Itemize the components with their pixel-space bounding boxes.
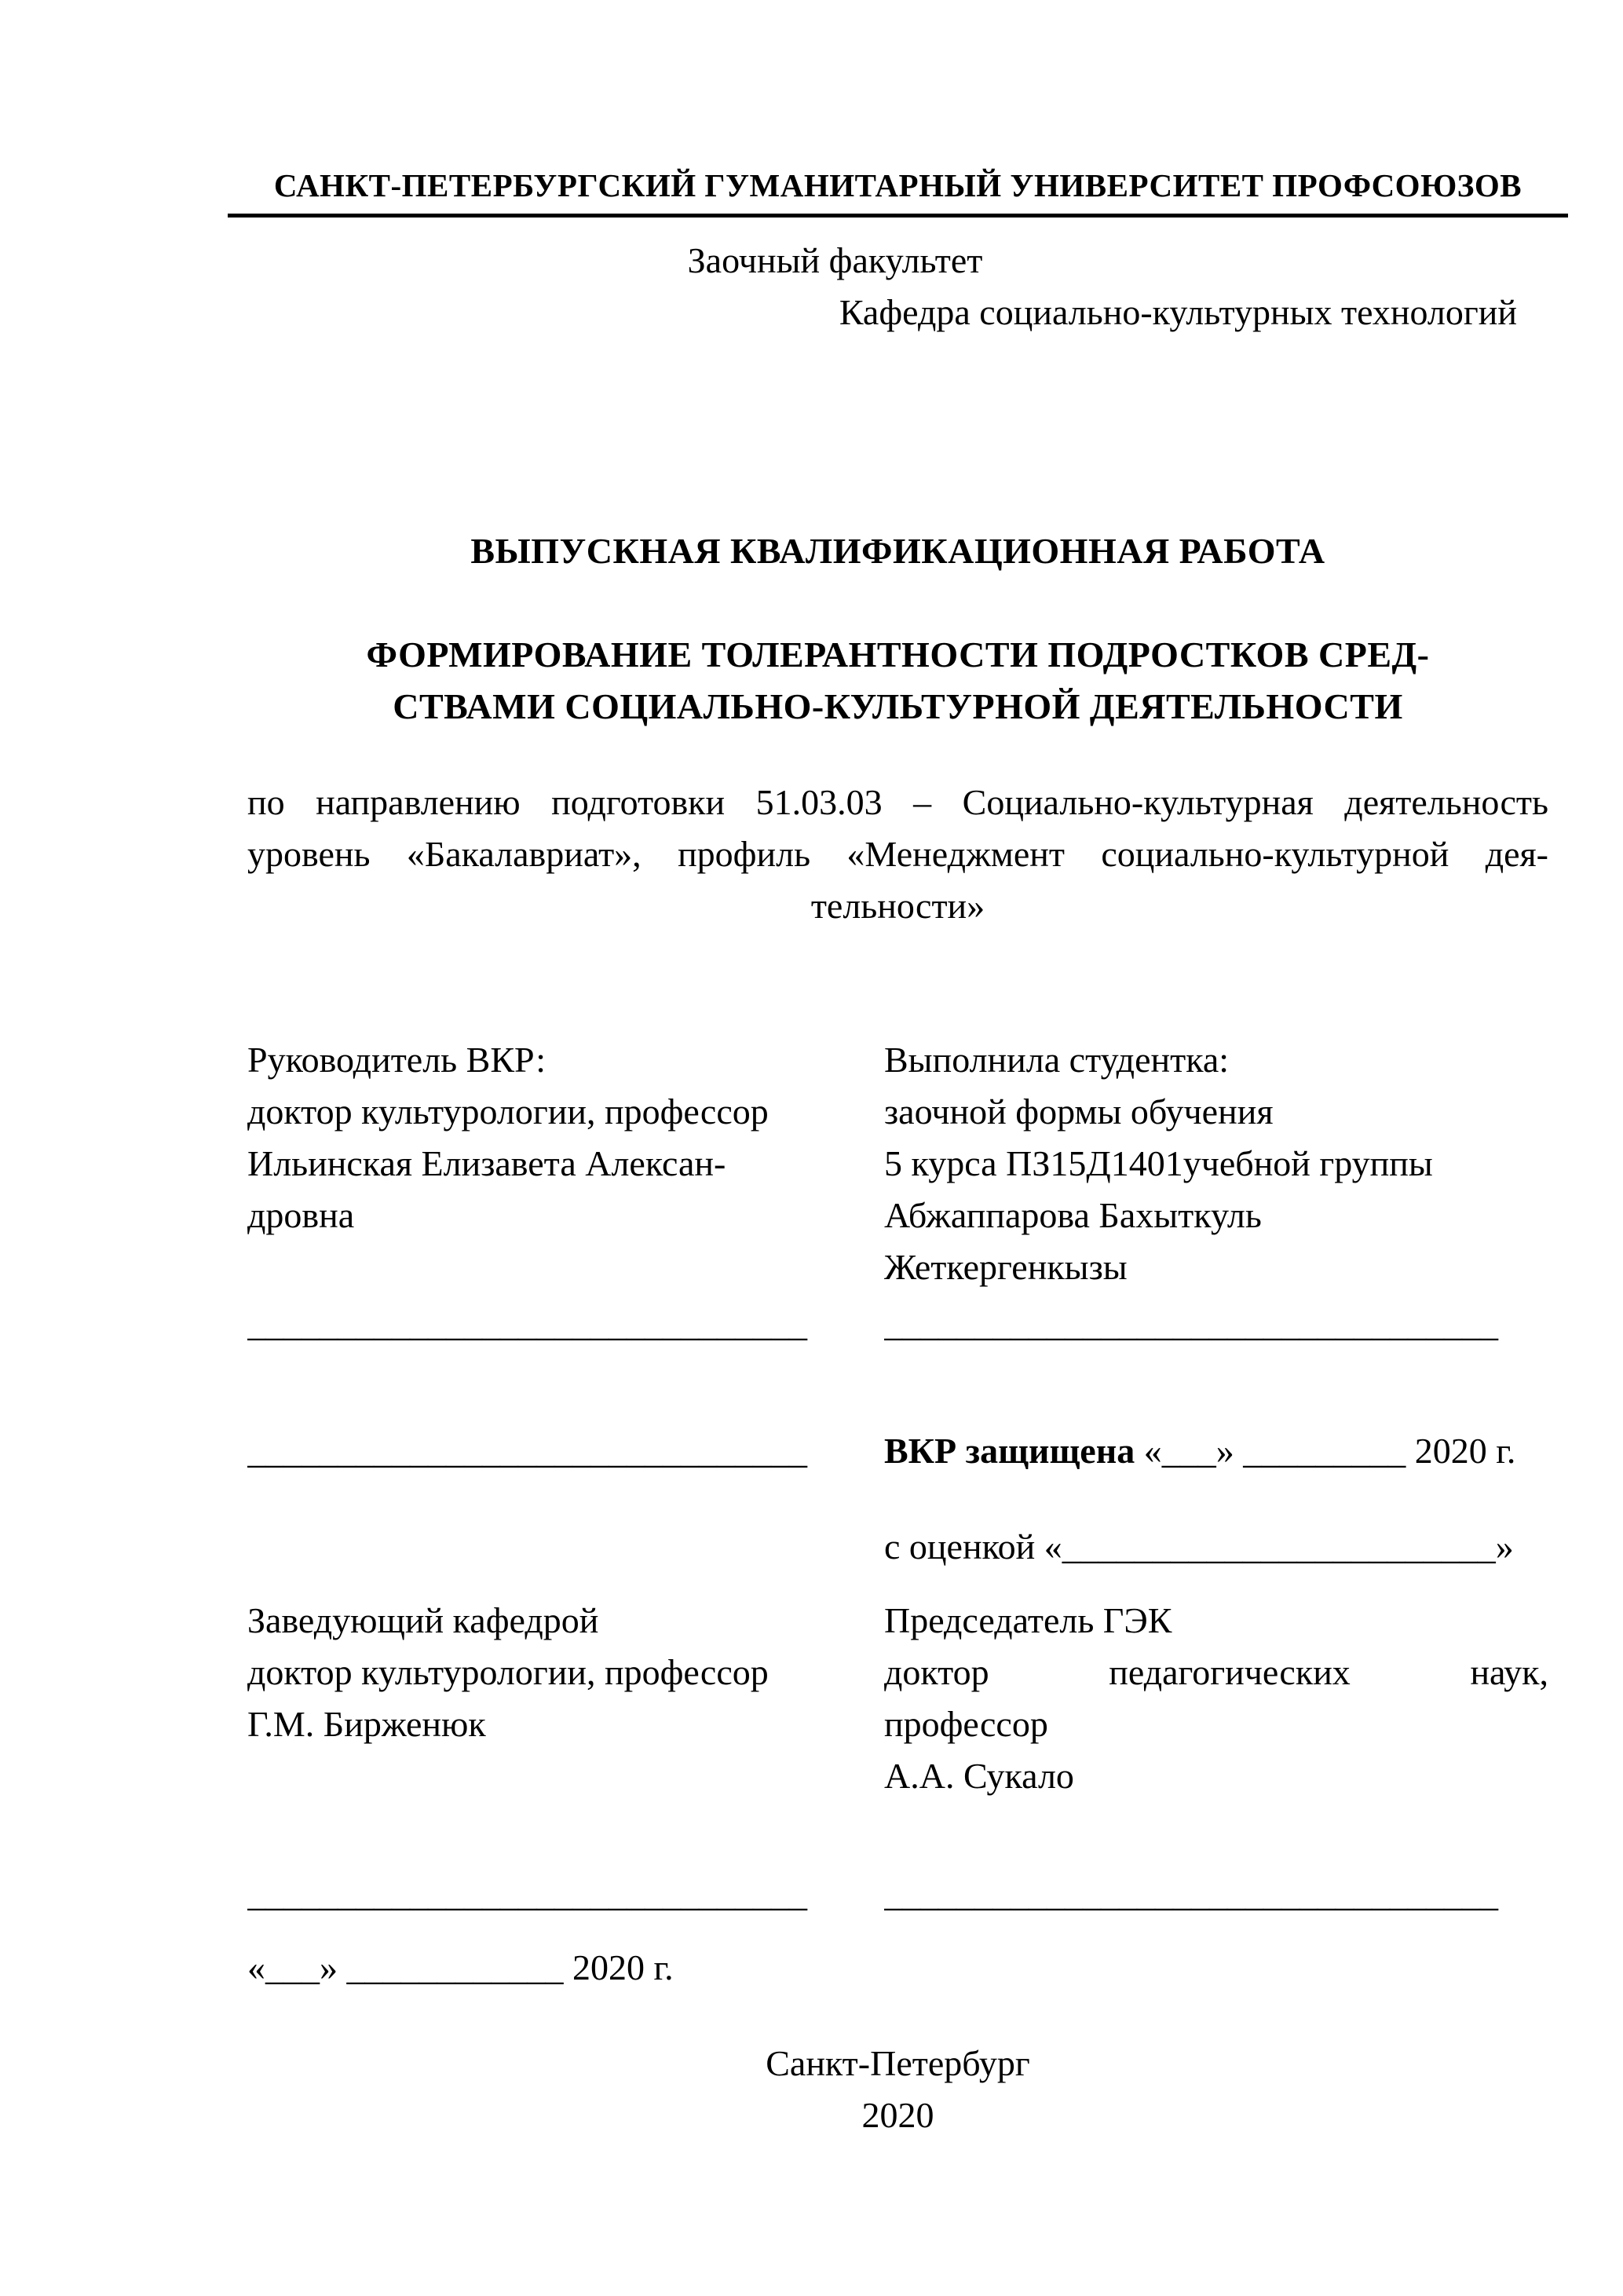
thesis-topic-line: СТВАМИ СОЦИАЛЬНО-КУЛЬТУРНОЙ ДЕЯТЕЛЬНОСТИ [393,686,1403,726]
grade-row [247,1521,1548,1573]
supervisor-block [247,1034,844,1293]
department-name: Кафедра социально-культурных технологий [839,292,1517,332]
thesis-topic [247,629,1548,733]
city: Санкт-Петербург [766,2043,1030,2083]
department-head-block [247,1595,844,1802]
supervisor-signature-line: _______________________________ [247,1303,807,1344]
program-info [247,777,1548,932]
work-type-title: ВЫПУСКНАЯ КВАЛИФИКАЦИОННАЯ РАБОТА [470,531,1325,571]
gec-chair-signature-line: __________________________________ [884,1874,1498,1914]
supervisor-line: дровна [247,1195,355,1235]
year: 2020 [861,2095,934,2135]
gec-chair-line: доктор педагогических наук, [884,1652,1548,1692]
student-block [884,1034,1548,1293]
signature-date: «___» ____________ 2020 г. [247,1947,674,1987]
defense-status [884,1425,1548,1477]
spacer [247,1521,844,1573]
defense-row [247,1425,1548,1477]
supervisor-line: Руководитель ВКР: [247,1040,546,1080]
program-line: тельности» [810,886,985,926]
thesis-topic-line: ФОРМИРОВАНИЕ ТОЛЕРАНТНОСТИ ПОДРОСТКОВ СРЕД- [366,634,1430,675]
signature-row-2 [247,1868,1548,1920]
document-header [247,165,1548,338]
student-line: заочной формы обучения [884,1091,1274,1132]
student-line: 5 курса ПЗ15Д1401учебной группы [884,1143,1433,1183]
supervisor-signature-line-2: _______________________________ [247,1431,807,1471]
gec-chair-line: профессор [884,1704,1048,1744]
supervisor-line: Ильинская Елизавета Алексан- [247,1143,726,1183]
program-line: по направлению подготовки 51.03.03 – Социально-культурная деятельность [247,782,1548,822]
gec-chair-line: А.А. Сукало [884,1756,1074,1796]
faculty-name: Заочный факультет [687,240,983,280]
gec-chair-line: Председатель ГЭК [884,1600,1172,1640]
student-line: Выполнила студентка: [884,1040,1230,1080]
department-head-line: доктор культурологии, профессор [247,1652,769,1692]
gec-chair-block [884,1595,1548,1802]
grade-line: с оценкой «________________________» [884,1526,1514,1567]
roles-row [247,1034,1548,1293]
department-head-line: Заведующий кафедрой [247,1600,599,1640]
supervisor-line: доктор культурологии, профессор [247,1091,769,1132]
program-line: уровень «Бакалавриат», профиль «Менеджмент социально-культурной дея- [247,834,1548,874]
university-name: САНКТ-ПЕТЕРБУРГСКИЙ ГУМАНИТАРНЫЙ УНИВЕРСИТЕТ ПРОФСОЮЗОВ [228,165,1568,218]
student-signature-line: __________________________________ [884,1303,1498,1344]
department-head-line: Г.М. Бирженюк [247,1704,486,1744]
officials-row [247,1595,1548,1802]
department-head-signature-line: _______________________________ [247,1874,807,1914]
student-line: Абжаппарова Бахыткуль [884,1195,1262,1235]
defense-status-blank: «___» _________ 2020 г. [1135,1431,1516,1471]
defense-status-label: ВКР защищена [884,1431,1135,1471]
signature-row-1 [247,1298,1548,1350]
student-line: Жеткергенкызы [884,1247,1128,1287]
